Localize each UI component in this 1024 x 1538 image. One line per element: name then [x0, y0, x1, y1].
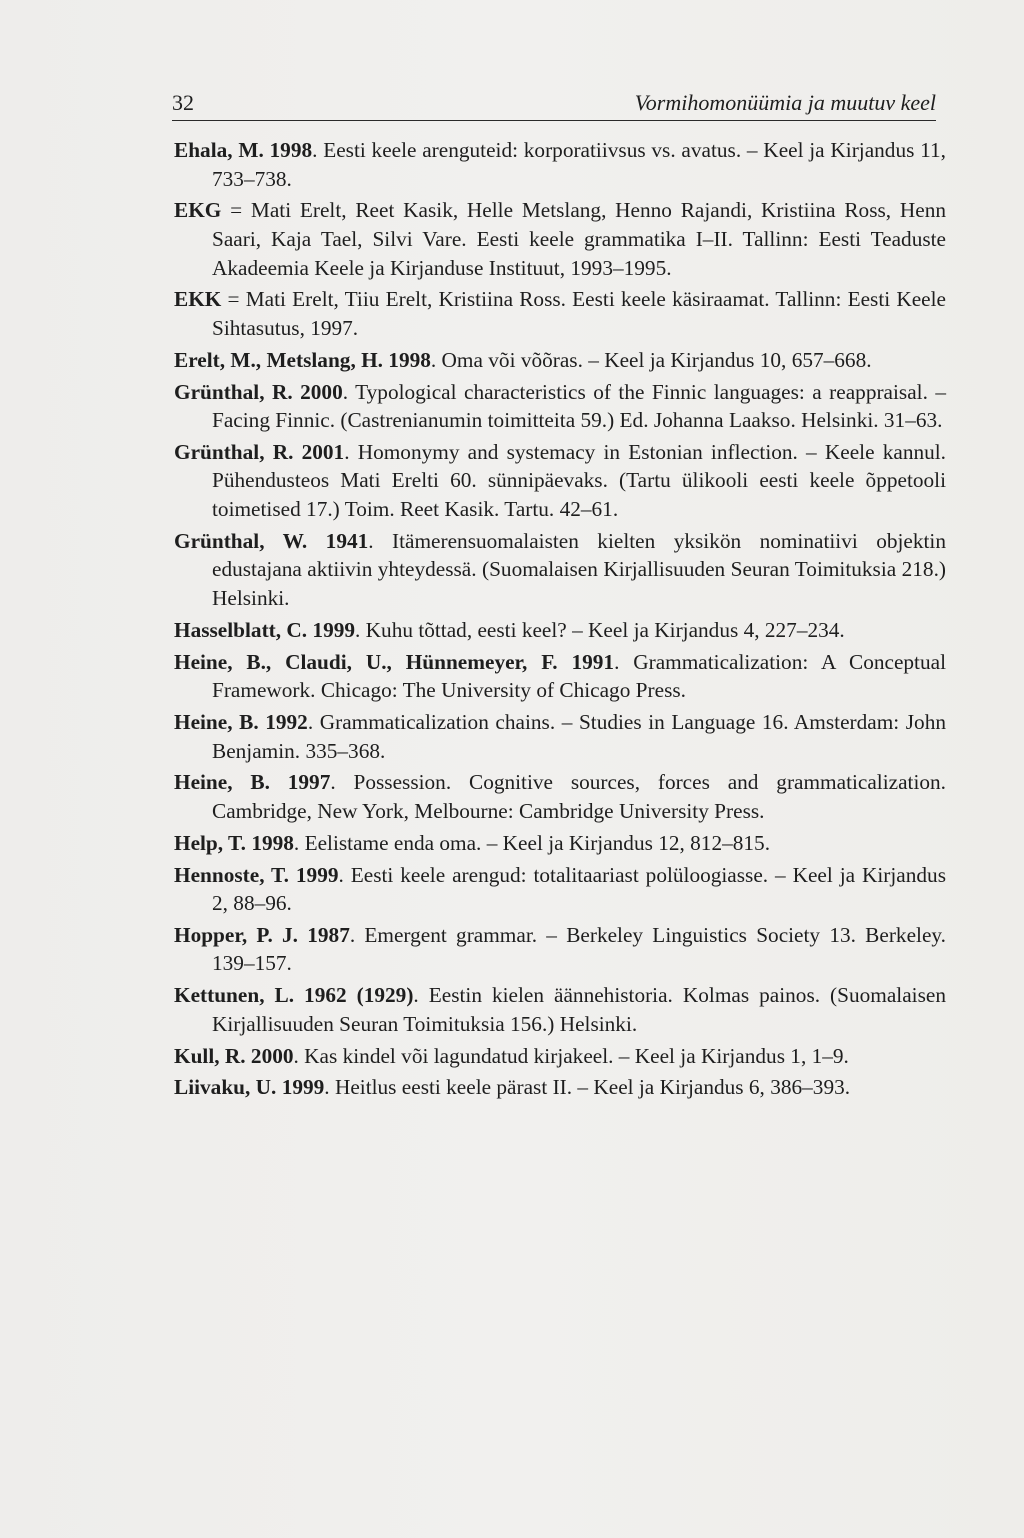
reference-entry — [174, 1073, 946, 1102]
reference-text: = Mati Erelt, Reet Kasik, Helle Metslang, Henno Rajandi, Kristiina Ross, Henn Saari, Kaja Tael, Silvi Vare. Eesti keele grammatika I–II. Tallinn: Eesti Teaduste Akadeemia Keele ja Kirjanduse Instituut, 1993–1995. — [212, 198, 946, 280]
reference-text: . Grammaticalization: A Conceptual Framework. Chicago: The University of Chicago Press. — [212, 649, 946, 703]
reference-text: . Eesti keele arenguteid: korporatiivsus vs. avatus. – Keel ja Kirjandus 11, 733–738. — [212, 138, 946, 191]
reference-list — [174, 136, 946, 1105]
reference-author: Ehala, M. 1998 — [174, 138, 313, 162]
reference-entry — [174, 378, 946, 435]
reference-entry — [174, 921, 946, 978]
reference-text: = Mati Erelt, Tiiu Erelt, Kristiina Ross. Eesti keele käsiraamat. Tallinn: Eesti Keele Sihtasutus, 1997. — [212, 287, 946, 340]
reference-author: Erelt, M., Metslang, H. 1998 — [174, 347, 431, 372]
reference-entry — [174, 438, 946, 524]
running-title: Vormihomonüümia ja muutuv keel — [634, 90, 936, 115]
reference-text: . Heitlus eesti keele pärast II. – Keel ja Kirjandus 6, 386–393. — [324, 1075, 851, 1100]
page-number: 32 — [172, 90, 194, 115]
reference-text: . Oma või võõras. – Keel ja Kirjandus 10, 657–668. — [430, 347, 872, 372]
reference-author: Liivaku, U. 1999 — [174, 1075, 325, 1100]
reference-entry — [174, 981, 946, 1038]
reference-entry — [174, 768, 946, 825]
reference-entry — [174, 708, 946, 765]
reference-author: Heine, B. 1997 — [174, 770, 331, 795]
reference-author: Kull, R. 2000 — [174, 1043, 294, 1068]
reference-text: . Possession. Cognitive sources, forces and grammaticalization. Cambridge, New York, Melbourne: Cambridge University Press. — [212, 770, 947, 823]
reference-author: Help, T. 1998 — [174, 830, 294, 855]
reference-entry — [174, 346, 946, 375]
reference-author: Heine, B. 1992 — [174, 709, 308, 734]
reference-text: . Eelistame enda oma. – Keel ja Kirjandus 12, 812–815. — [293, 830, 771, 855]
reference-author: EKG — [174, 198, 222, 223]
reference-author: Hasselblatt, C. 1999 — [174, 617, 356, 642]
reference-entry — [174, 616, 946, 645]
reference-author: Kettunen, L. 1962 (1929) — [174, 983, 414, 1008]
reference-text: . Eesti keele arengud: totalitaariast polüloogiasse. – Keel ja Kirjandus 2, 88–96. — [212, 862, 946, 916]
reference-text: . Kuhu tõttad, eesti keel? – Keel ja Kirjandus 4, 227–234. — [355, 617, 845, 642]
reference-entry — [174, 861, 946, 918]
reference-author: Grünthal, R. 2001 — [174, 439, 345, 464]
reference-author: Hopper, P. J. 1987 — [174, 922, 350, 947]
reference-author: EKK — [174, 287, 222, 312]
reference-entry — [174, 285, 946, 342]
page-header — [172, 86, 936, 121]
reference-text: . Itämerensuomalaisten kielten yksikön nominatiivi objektin edustajana aktiivin yhteydessä. (Suomalaisen Kirjallisuuden Seuran Toimituksia 218.) Helsinki. — [212, 528, 946, 611]
reference-text: . Grammaticalization chains. – Studies in Language 16. Amsterdam: John Benjamin. 335–368. — [212, 709, 947, 763]
reference-entry — [174, 829, 946, 858]
reference-author: Hennoste, T. 1999 — [174, 862, 339, 887]
reference-text: . Eestin kielen äännehistoria. Kolmas painos. (Suomalaisen Kirjallisuuden Seuran Toimituksia 156.) Helsinki. — [212, 983, 946, 1036]
reference-entry — [174, 1042, 946, 1071]
reference-text: . Kas kindel või lagundatud kirjakeel. – Keel ja Kirjandus 1, 1–9. — [293, 1043, 849, 1068]
reference-author: Grünthal, R. 2000 — [174, 379, 343, 404]
reference-entry — [174, 136, 946, 193]
reference-text: . Homonymy and systemacy in Estonian inflection. – Keele kannul. Pühendusteos Mati Erelti 60. sünnipäevaks. (Tartu ülikooli eesti keele õppetooli toimetised 17.) Toim. Reet Kasik. Tartu. 42–61. — [212, 439, 947, 522]
reference-author: Heine, B., Claudi, U., Hünnemeyer, F. 1991 — [174, 649, 615, 674]
reference-entry — [174, 527, 946, 613]
reference-text: . Emergent grammar. – Berkeley Linguistics Society 13. Berkeley. 139–157. — [212, 922, 946, 976]
reference-author: Grünthal, W. 1941 — [174, 528, 369, 553]
reference-entry — [174, 648, 946, 705]
reference-text: . Typological characteristics of the Finnic languages: a reappraisal. – Facing Finnic. (Castrenianumin toimitteita 59.) Ed. Johanna Laakso. Helsinki. 31–63. — [212, 379, 947, 433]
reference-entry — [174, 196, 946, 282]
